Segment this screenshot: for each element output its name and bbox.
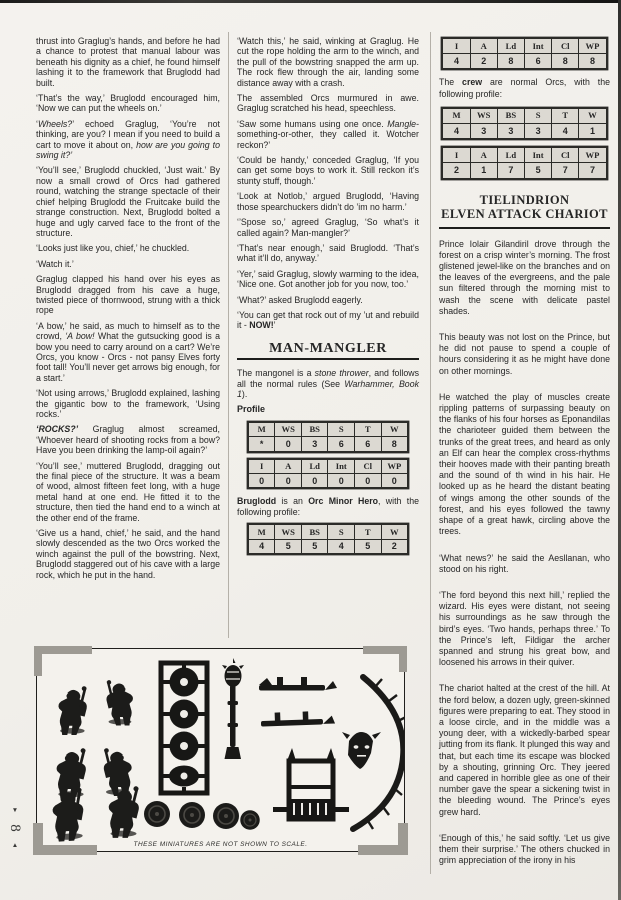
scan-edge-top: [0, 0, 621, 3]
paragraph: ‘Look at Notlob,’ argued Bruglodd, ‘Having those spearchuckers didn’t do ’im no harm.’: [237, 191, 419, 212]
orc-figure: [106, 680, 132, 725]
paragraph: The mangonel is a stone thrower, and follows all the normal rules (See Warhammer, Book 1).: [237, 368, 419, 399]
paragraph: The crew are normal Orcs, with the following profile:: [439, 77, 610, 99]
paragraph: Graglug clapped his hand over his eyes as Bruglodd dragged from his cave a huge, twisted piece of thornwood, strung with a thick rope: [36, 274, 220, 316]
corner-bracket: [34, 646, 92, 654]
paragraph: ‘Yer,’ said Graglug, slowly warming to the idea, ‘Nice one. Got another job for you now, too.’: [237, 268, 419, 290]
crossbar-piece: [259, 677, 337, 691]
column-left: [36, 36, 220, 585]
paragraph: ‘Wheels?’ echoed Graglug, ‘You’re not thinking, are you? I mean if you need to build a cart to move it about on, how are you going to swing it?’: [36, 118, 220, 161]
paragraph: ‘ROCKS?’ Graglug almost screamed, ‘Whoever heard of shooting rocks from a bow? Have you been drinking the lamp-oil again?’: [36, 424, 220, 456]
heading-line-2: ELVEN ATTACK CHARIOT: [441, 206, 608, 221]
stat-table-mangler-iald: I A Ld Int Cl WP 0 0 0 0 0 0: [248, 459, 408, 489]
page-number: 8: [7, 824, 23, 832]
paragraph: ‘A bow,’ he said, as much to himself as to the crowd, ‘A bow! What the gutsucking good is a bow you need to carry around on a cart? We’re Orcs, you know - Orcs - not pansy Elves forty foot tall! You’ll never get arrows big enough, for a start.’: [36, 320, 220, 383]
stat-table-crew-mwsbs: M WS BS S T W 4 3 3 3 4 1: [442, 108, 606, 139]
paragraph: ‘Enough of this,’ he said softly. ‘Let us give them their surprise.’ The others chucked in grim appreciation of the irony in his: [439, 832, 610, 866]
face-mask-piece: [342, 732, 381, 769]
page-marker-up-icon: ▲: [11, 842, 19, 849]
profile-label: Profile: [237, 404, 266, 415]
column-middle: [237, 36, 419, 561]
orc-figure: [58, 686, 86, 735]
paragraph: ‘’Spose so,’ agreed Graglug, ‘So what’s it called again? Man-mangler?’: [237, 217, 419, 238]
page-number-block: [5, 806, 25, 850]
paragraph: ‘Looks just like you, chief,’ he chuckled.: [36, 243, 190, 254]
paragraph: He watched the play of muscles create rippling patterns of surpassing beauty on the flanks of his four horses as Eponandilas the charioteer guided them between the trunks of the great trees, and heard as only an Elf can hear the complex cross-rhythms their hooves made with their panting breath and the sound of th wind in his hair. He looked up as he heard the distant beating of wings among the other sounds of the forest, and his eyes followed the tawny shape of a great hawk, circling above the trees.: [439, 391, 610, 537]
paragraph: ‘The ford beyond this next hill,’ replied the wizard. His eyes were distant, not seeing his surroundings as he saw through the bird’s eyes. ‘Two hands, perhaps three.’ To the Prince’s left, Fildigar the archer spanned and strung his great bow, and loosened his arrows in their quiver.: [439, 589, 610, 668]
chariot-frame: [273, 748, 349, 819]
shield-piece: [144, 801, 170, 827]
paragraph: Prince Iolair Gilandiril drove through the forest on a crisp winter’s morning. The frost glistened jewel-like on the branches and on the leaves of the evergreens, and the pale sun filtered through the morning mist to wash the scene with delicate pastel shades.: [439, 238, 610, 316]
paragraph: ‘You’ll see,’ muttered Bruglodd, dragging out the final piece of the structure. It was a beam of wood, almost fifteen feet long, with a huge metal hand at one end. He fitted it to the structure, then tied the hand end to a winch at the other end of the frame.: [36, 460, 220, 523]
mace-piece: [222, 658, 244, 759]
miniatures-illustration: [37, 649, 404, 851]
stat-table-crew-iald: I A Ld Int Cl WP 2 1 7 5 7 7: [442, 147, 606, 178]
paragraph: ‘Give us a hand, chief,’ he said, and the hand slowly descended as the two Orcs worked the winch against the pull of the bowstring. Next, Bruglodd staggered out of his cave with a large rock, which he put in the hand.: [36, 528, 220, 580]
paragraph: ‘Could be handy,’ conceded Graglug, ‘If you can get some boys to work it. Still reckon it’s stunty stuff, though.’: [237, 155, 419, 186]
stat-table-mangler-mwsbs: M WS BS S T W * 0 3 6 6 8: [248, 422, 408, 452]
page-marker-down-icon: ▼: [11, 807, 19, 814]
paragraph: ‘You can get that rock out of my ’ut and rebuild it - NOW!’: [237, 309, 419, 331]
section-heading-man-mangler: MAN-MANGLER: [237, 344, 419, 360]
paragraph: thrust into Graglug’s hands, and before he had a chance to protest that manual labour was beneath his dignity as a chief, he found himself lashing it to the framework that Bruglodd had built.: [36, 36, 220, 88]
paragraph: ‘Saw some humans using one once. Mangle-something-or-other, they called it. Wotcher reckon?’: [237, 118, 419, 150]
paragraph: The assembled Orcs murmured in awe. Graglug scratched his head, speechless.: [237, 93, 419, 114]
paragraph: This beauty was not lost on the Prince, but he did not pause to spend a couple of hours considering it as he might have done on other mornings.: [439, 332, 610, 376]
column-divider-right: [430, 32, 431, 874]
crossbar-piece: [261, 711, 335, 727]
wheel-sprue: [161, 663, 207, 793]
corner-bracket: [398, 823, 408, 855]
photo-caption: THESE MINIATURES ARE NOT SHOWN TO SCALE.: [133, 841, 308, 848]
miniatures-photo: [36, 648, 405, 852]
section-heading-chariot: [439, 193, 610, 229]
paragraph: ‘Watch this,’ he said, winking at Graglug. He cut the rope holding the arm to the winch, and the pull of the bowstring snapped the arm up. The rock flew through the air, landing some distance away with a crash.: [237, 36, 419, 88]
orc-figure: [57, 748, 86, 798]
orc-figure: [104, 748, 132, 796]
paragraph: The chariot halted at the crest of the hill. At the ford below, a dozen ugly, green-skinned figures were preparing to eat. They stood in a loose circle, and in the middle was a young deer, with a wickedly-barbed spear jutting from its flank. It plunged this way and that, but each time its escape was blocked by a shouting, grinning Orc. They jeered and capered in horrible glee as one of their number gave the spear a sickening twist in the bleeding wound. The Prince’s eyes grew hard.: [439, 683, 610, 817]
paragraph: ‘That’s the way,’ Bruglodd encouraged him, ‘Now we can put the wheels on.’: [36, 93, 220, 114]
stat-table-bruglodd-mwsbs: M WS BS S T W 4 5 5 4 5 2: [248, 524, 408, 554]
shield-piece: [240, 810, 260, 830]
shield-piece: [179, 802, 205, 828]
stat-table-bruglodd-iald: I A Ld Int Cl WP 4 2 8 6 8 8: [442, 38, 606, 69]
corner-bracket: [34, 646, 42, 676]
paragraph: ‘Not using arrows,’ Bruglodd explained, lashing the gigantic bow to the framework, ‘Using rocks.’: [36, 388, 220, 419]
orc-figure: [51, 787, 85, 842]
shield-piece: [213, 803, 239, 829]
column-divider-left: [228, 32, 229, 638]
paragraph: ‘What?’ asked Bruglodd eagerly.: [237, 294, 363, 305]
column-right: [439, 36, 610, 881]
corner-bracket: [399, 646, 407, 672]
paragraph: ‘You’ll see,’ Bruglodd chuckled, ‘Just wait.’ By now a small crowd of Orcs had gathered round, watching the strange spectacle of their chief helping Bruglodd the Fruitcake build the strange construction. Next, Bruglodd bolted a huge and ugly carved face to the front of the structure.: [36, 165, 220, 238]
paragraph: Bruglodd is an Orc Minor Hero, with the following profile:: [237, 496, 419, 517]
paragraph: ‘Watch it.’: [36, 258, 74, 269]
paragraph: ‘That’s near enough,’ said Bruglodd. ‘That’s what it’ll do, anyway.’: [237, 242, 419, 264]
heading-line-1: TIELINDRION: [479, 192, 570, 207]
paragraph: ‘What news?’ he said the Aesllanan, who stood on his right.: [439, 552, 610, 574]
corner-bracket: [33, 823, 43, 855]
